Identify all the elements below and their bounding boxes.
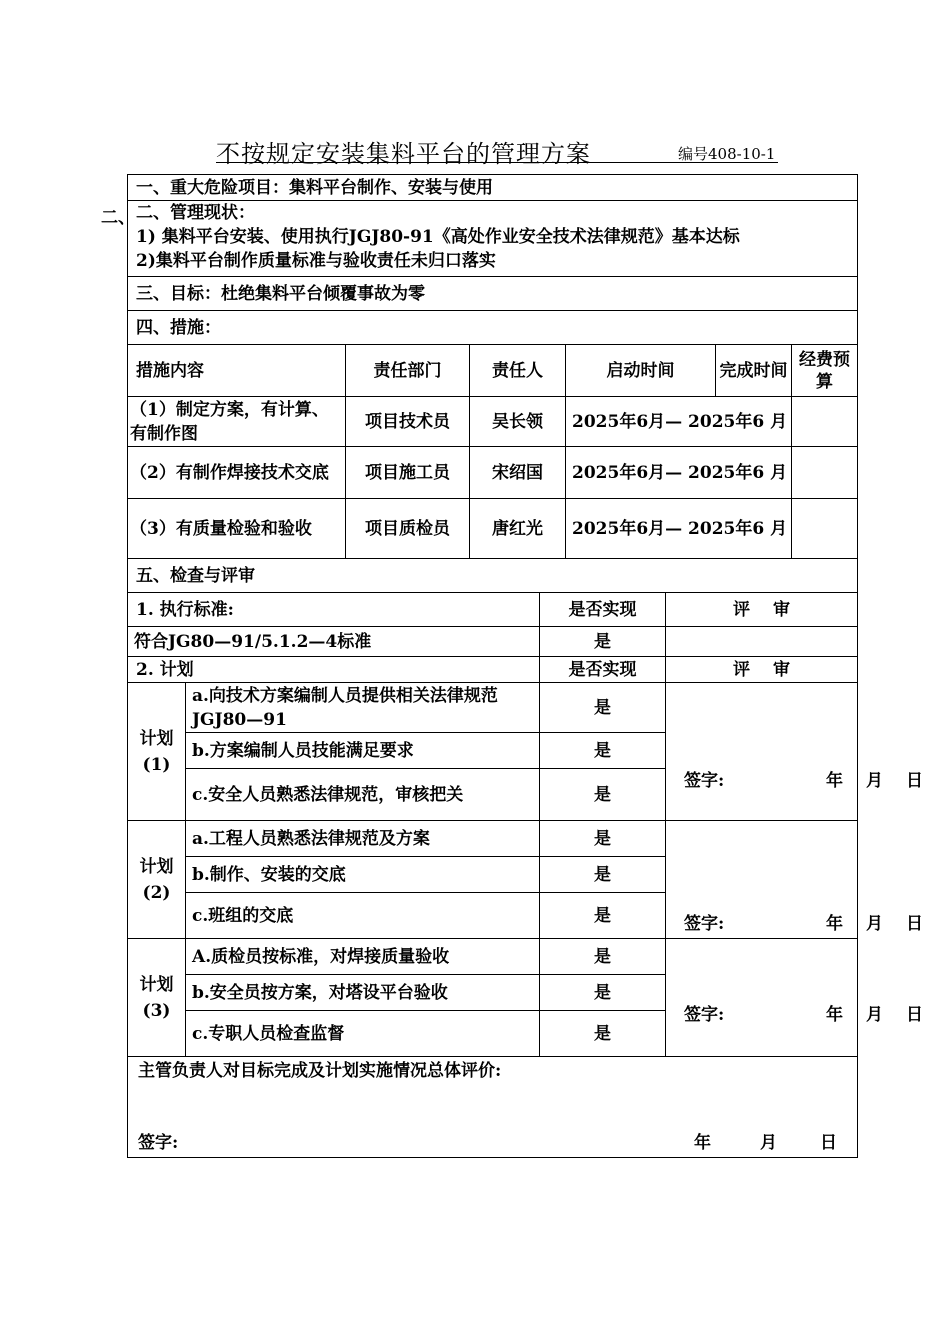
measure-row: [128, 499, 858, 559]
plan-item: c.专职人员检查监督: [186, 1011, 540, 1057]
document-number: 编号408-10-1: [678, 145, 776, 163]
plan-3-label: 计划(3): [128, 939, 186, 1057]
status-line-1: 1) 集料平台安装、使用执行JGJ80-91《高处作业安全技术法律规范》基本达标: [136, 227, 740, 247]
measure-budget: [792, 447, 858, 499]
page-title: 不按规定安装集料平台的管理方案: [216, 140, 591, 168]
measure-dept: 项目技术员: [346, 397, 470, 447]
overall-evaluation: [128, 1057, 858, 1158]
measure-content: （2）有制作焊接技术交底: [128, 447, 346, 499]
standard-value: 符合JG80—91/5.1.2—4标准: [128, 627, 540, 657]
sign-day: 日: [906, 1004, 923, 1025]
plan-item: A.质检员按标准，对焊接质量验收: [186, 939, 540, 975]
plan-item-result: 是: [540, 857, 666, 893]
header-person: 责任人: [470, 345, 566, 397]
section-major-hazard: 一、重大危险项目：集料平台制作、安装与使用: [128, 175, 858, 201]
measure-row: [128, 397, 858, 447]
measure-dates: 2025年6月— 2025年6 月: [566, 499, 792, 559]
header-start-time: 启动时间: [566, 345, 716, 397]
plan-1-review: [666, 683, 923, 821]
realized-header-2: 是否实现: [540, 657, 666, 683]
plan-2-review: [666, 821, 923, 939]
sign-year: 年: [826, 1004, 843, 1025]
final-sign-year: 年: [694, 1133, 711, 1153]
measure-dept: 项目质检员: [346, 499, 470, 559]
plan-label: 2. 计划: [128, 657, 540, 683]
review-header: 评 审: [666, 593, 858, 627]
sign-label: 签字:: [684, 914, 725, 934]
plan-item-result: 是: [540, 821, 666, 857]
measure-person: 唐红光: [470, 499, 566, 559]
measure-budget: [792, 499, 858, 559]
final-sign-label: 签字:: [138, 1133, 179, 1153]
plan-item-result: 是: [540, 769, 666, 821]
final-sign-month: 月: [760, 1133, 777, 1153]
measure-dates: 2025年6月— 2025年6 月: [566, 397, 792, 447]
plan-2-label: 计划(2): [128, 821, 186, 939]
review-header-2: 评 审: [666, 657, 858, 683]
measure-content: （1）制定方案，有计算、有制作图: [128, 397, 346, 447]
plan-item-result: 是: [540, 683, 666, 733]
plan-item: c.安全人员熟悉法律规范，审核把关: [186, 769, 540, 821]
plan-item-result: 是: [540, 939, 666, 975]
status-line-2: 2)集料平台制作质量标准与验收责任未归口落实: [136, 251, 496, 271]
plan-item: c.班组的交底: [186, 893, 540, 939]
plan-item-result: 是: [540, 975, 666, 1011]
header-dept: 责任部门: [346, 345, 470, 397]
plan-item-result: 是: [540, 1011, 666, 1057]
plan-item: b.安全员按方案，对塔设平台验收: [186, 975, 540, 1011]
section-current-status: [128, 201, 858, 277]
sign-year: 年: [826, 914, 843, 934]
section-measures: 四、措施：: [128, 311, 858, 345]
sign-label: 签字:: [684, 770, 725, 791]
plan-item-result: 是: [540, 893, 666, 939]
sign-year: 年: [826, 770, 843, 791]
measure-budget: [792, 397, 858, 447]
sign-day: 日: [906, 770, 923, 791]
measure-row: [128, 447, 858, 499]
plan-3-review: [666, 939, 923, 1057]
sign-month: 月: [866, 914, 883, 934]
sign-month: 月: [866, 1004, 883, 1025]
section-check-review: 五、检查与评审: [128, 559, 858, 593]
plan-item: a.向技术方案编制人员提供相关法律规范JGJ80—91: [186, 683, 540, 733]
plan-1-label: 计划(1): [128, 683, 186, 821]
status-title: 二、管理现状：: [136, 203, 255, 223]
standard-label: 1. 执行标准:: [128, 593, 540, 627]
header-measure-content: 措施内容: [128, 345, 346, 397]
plan-item: b.制作、安装的交底: [186, 857, 540, 893]
plan-item: b.方案编制人员技能满足要求: [186, 733, 540, 769]
management-plan-table: [127, 174, 923, 1158]
measure-dates: 2025年6月— 2025年6 月: [566, 447, 792, 499]
plan-item: a.工程人员熟悉法律规范及方案: [186, 821, 540, 857]
measure-person: 吴长领: [470, 397, 566, 447]
sign-day: 日: [906, 914, 923, 934]
margin-mark: 二、: [101, 208, 135, 228]
realized-header: 是否实现: [540, 593, 666, 627]
sign-label: 签字:: [684, 1004, 725, 1025]
standard-result: 是: [540, 627, 666, 657]
sign-month: 月: [866, 770, 883, 791]
measure-dept: 项目施工员: [346, 447, 470, 499]
measure-person: 宋绍国: [470, 447, 566, 499]
section-target: 三、目标：杜绝集料平台倾覆事故为零: [128, 277, 858, 311]
standard-review: [666, 627, 858, 657]
measure-content: （3）有质量检验和验收: [128, 499, 346, 559]
overall-evaluation-text: 主管负责人对目标完成及计划实施情况总体评价:: [138, 1061, 502, 1081]
header-budget: 经费预算: [792, 345, 858, 397]
plan-item-result: 是: [540, 733, 666, 769]
header-end-time: 完成时间: [716, 345, 792, 397]
final-sign-day: 日: [820, 1133, 837, 1153]
